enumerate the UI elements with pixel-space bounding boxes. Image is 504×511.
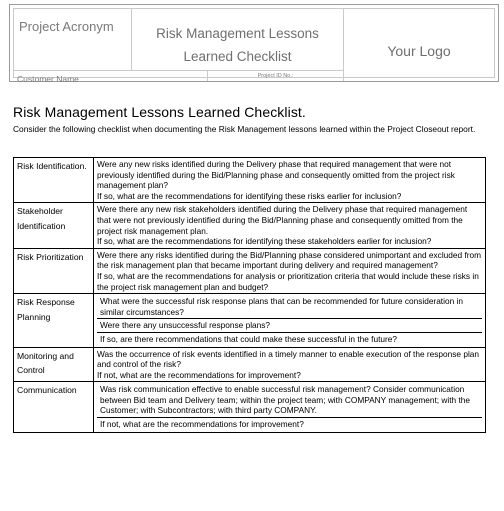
category-label: Communication: [17, 385, 77, 396]
category-label: Stakeholder Identification: [17, 206, 66, 231]
questions-cell: [94, 203, 486, 248]
document-title: Risk Management Lessons Learned Checklist.: [13, 104, 306, 120]
questions-cell: [94, 158, 486, 203]
questions-cell: [94, 347, 486, 382]
header-title-line2: Learned Checklist: [183, 49, 292, 64]
header-title-line1: Risk Management Lessons: [156, 26, 319, 41]
questions-cell: [94, 382, 486, 432]
question-text: If not, what are the recommendations for improvement?: [97, 417, 482, 431]
table-row: [14, 294, 486, 347]
table-row: [14, 347, 486, 382]
table-row: [14, 382, 486, 432]
question-text: Were there any new risk stakeholders identified during the Delivery phase that required management that were not previously identified during the Bid/Planning phase and consequently omitted from the project risk management plan.: [97, 204, 468, 236]
category-cell: [14, 203, 94, 248]
intro-paragraph: Consider the following checklist when documenting the Risk Management lessons learned within the Project Closeout report.: [13, 124, 476, 134]
category-label: Risk Identification.: [17, 161, 87, 171]
question-text: Were there any unsuccessful response plans?: [97, 318, 482, 332]
category-cell: [14, 248, 94, 293]
table-row: [14, 203, 486, 248]
category-cell: [14, 158, 94, 203]
customer-name-label: Customer Name: [17, 74, 79, 84]
question-text: If not, what are the recommendations for improvement?: [97, 369, 301, 380]
question-text: Were there any risks identified during the Bid/Planning phase considered unimportant and excluded from the risk management plan that became important during delivery and required management?: [97, 249, 482, 271]
question-text: If so, are there recommendations that could make these successful in the future?: [97, 332, 482, 346]
document-header: [9, 4, 499, 82]
question-text: Was risk communication effective to enable successful risk management? Consider communication between Bid team and Delivery team; within the project team; with COMPANY management; with the Customer; with Subcontractors; with third party COMPANY.: [100, 384, 470, 416]
question-text: What were the successful risk response plans that can be recommended for future consideration in similar circumstances?: [100, 296, 463, 317]
question-text: Were any new risks identified during the Delivery phase that required management that were not previously identified during the Bid/Planning phase and consequently omitted from the project risk management plan?: [97, 159, 455, 191]
project-acronym: Project Acronym: [14, 9, 132, 71]
category-cell: [14, 382, 94, 432]
checklist-table: [13, 157, 486, 433]
category-label: Risk Prioritization: [17, 251, 84, 262]
question-text: If so, what are the recommendations for analysis or prioritization criteria that would include these risks in the project risk management plan and budget?: [97, 270, 479, 292]
header-title: [132, 9, 344, 71]
logo-placeholder: Your Logo: [387, 43, 451, 59]
questions-cell: [94, 294, 486, 347]
table-row: [14, 158, 486, 203]
question-text: Was the occurrence of risk events identified in a timely manner to enable execution of the response plan and control of the risk?: [97, 348, 480, 370]
questions-cell: [94, 248, 486, 293]
category-cell: [14, 294, 94, 347]
category-label: Monitoring and Control: [17, 350, 74, 376]
question-text: If so, what are the recommendations for identifying these risks earlier for inclusion?: [97, 190, 402, 201]
project-id-label: Project ID No.:: [207, 71, 344, 81]
question-text: If so, what are the recommendations for identifying these stakeholders earlier for inclusion?: [97, 236, 432, 247]
category-label: Risk Response Planning: [17, 297, 75, 322]
header-grid: [13, 8, 495, 84]
category-cell: [14, 347, 94, 382]
table-row: [14, 248, 486, 293]
